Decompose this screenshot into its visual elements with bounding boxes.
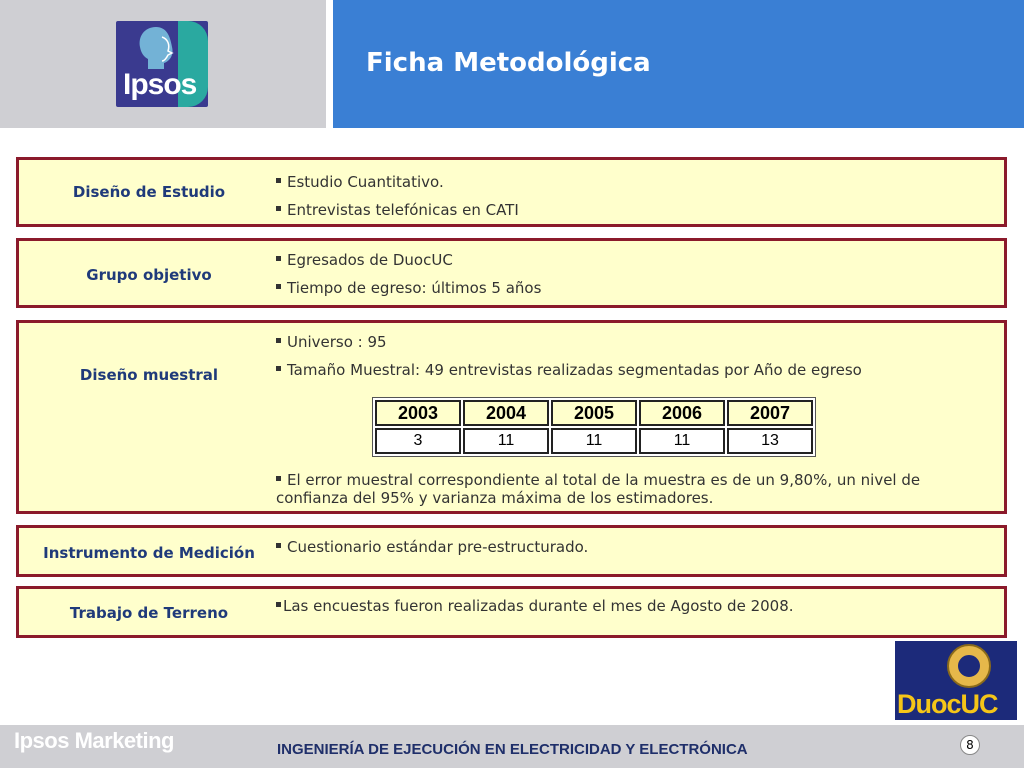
bullet-line: Egresados de DuocUC (276, 251, 994, 279)
count-cell: 11 (551, 428, 637, 454)
ipsos-logo-text: Ipsos (123, 68, 197, 101)
section-label: Diseño muestral (79, 366, 219, 384)
bullet-icon (276, 284, 281, 289)
section-grupo-objetivo (16, 238, 1007, 308)
duocuc-logo-text: DuocUC (897, 689, 998, 719)
bullet-icon (276, 206, 281, 211)
bullet-line: Cuestionario estándar pre-estructurado. (276, 538, 994, 566)
footer-brand: Ipsos Marketing (14, 728, 174, 753)
year-cell: 2003 (375, 400, 461, 426)
bullet-icon (276, 338, 281, 343)
bullet-icon (276, 178, 281, 183)
count-cell: 11 (639, 428, 725, 454)
footer-career-title: INGENIERÍA DE EJECUCIÓN EN ELECTRICIDAD Y ELECTRÓNICA (277, 741, 748, 758)
sample-by-year-table (372, 397, 816, 457)
bullet-line: Tiempo de egreso: últimos 5 años (276, 279, 994, 307)
bullet-icon (276, 543, 281, 548)
page-title: Ficha Metodológica (366, 48, 651, 78)
section-trabajo-terreno (16, 586, 1007, 638)
table-header-row (375, 400, 813, 426)
section-instrumento-medicion (16, 525, 1007, 577)
note-continuation: confianza del 95% y varianza máxima de los estimadores. (276, 489, 714, 507)
page-number: 8 (960, 735, 980, 755)
footer-bar (0, 725, 1024, 768)
duocuc-logo (895, 641, 1017, 720)
section-diseno-estudio (16, 157, 1007, 227)
bullet-line: Las encuestas fueron realizadas durante el mes de Agosto de 2008. (276, 597, 994, 625)
bullet-line: Universo : 95 (276, 333, 994, 361)
year-cell: 2004 (463, 400, 549, 426)
count-cell: 11 (463, 428, 549, 454)
section-label: Diseño de Estudio (72, 183, 226, 201)
table-row (375, 428, 813, 454)
bullet-icon (276, 366, 281, 371)
bullet-icon (276, 256, 281, 261)
section-label: Grupo objetivo (86, 266, 212, 284)
face-silhouette-icon (126, 23, 186, 73)
ipsos-logo (116, 21, 208, 107)
section-label: Instrumento de Medición (43, 544, 255, 562)
section-label: Trabajo de Terreno (69, 604, 229, 622)
bullet-line: Tamaño Muestral: 49 entrevistas realizadas segmentadas por Año de egreso (276, 361, 994, 389)
bullet-line: El error muestral correspondiente al total de la muestra es de un 9,80%, un nivel de (276, 471, 994, 489)
year-cell: 2006 (639, 400, 725, 426)
seal-icon (947, 644, 991, 688)
count-cell: 13 (727, 428, 813, 454)
year-cell: 2007 (727, 400, 813, 426)
count-cell: 3 (375, 428, 461, 454)
year-cell: 2005 (551, 400, 637, 426)
bullet-line: Entrevistas telefónicas en CATI (276, 201, 994, 229)
bullet-icon (276, 602, 281, 607)
bullet-icon (276, 476, 281, 481)
bullet-line: Estudio Cuantitativo. (276, 173, 994, 201)
